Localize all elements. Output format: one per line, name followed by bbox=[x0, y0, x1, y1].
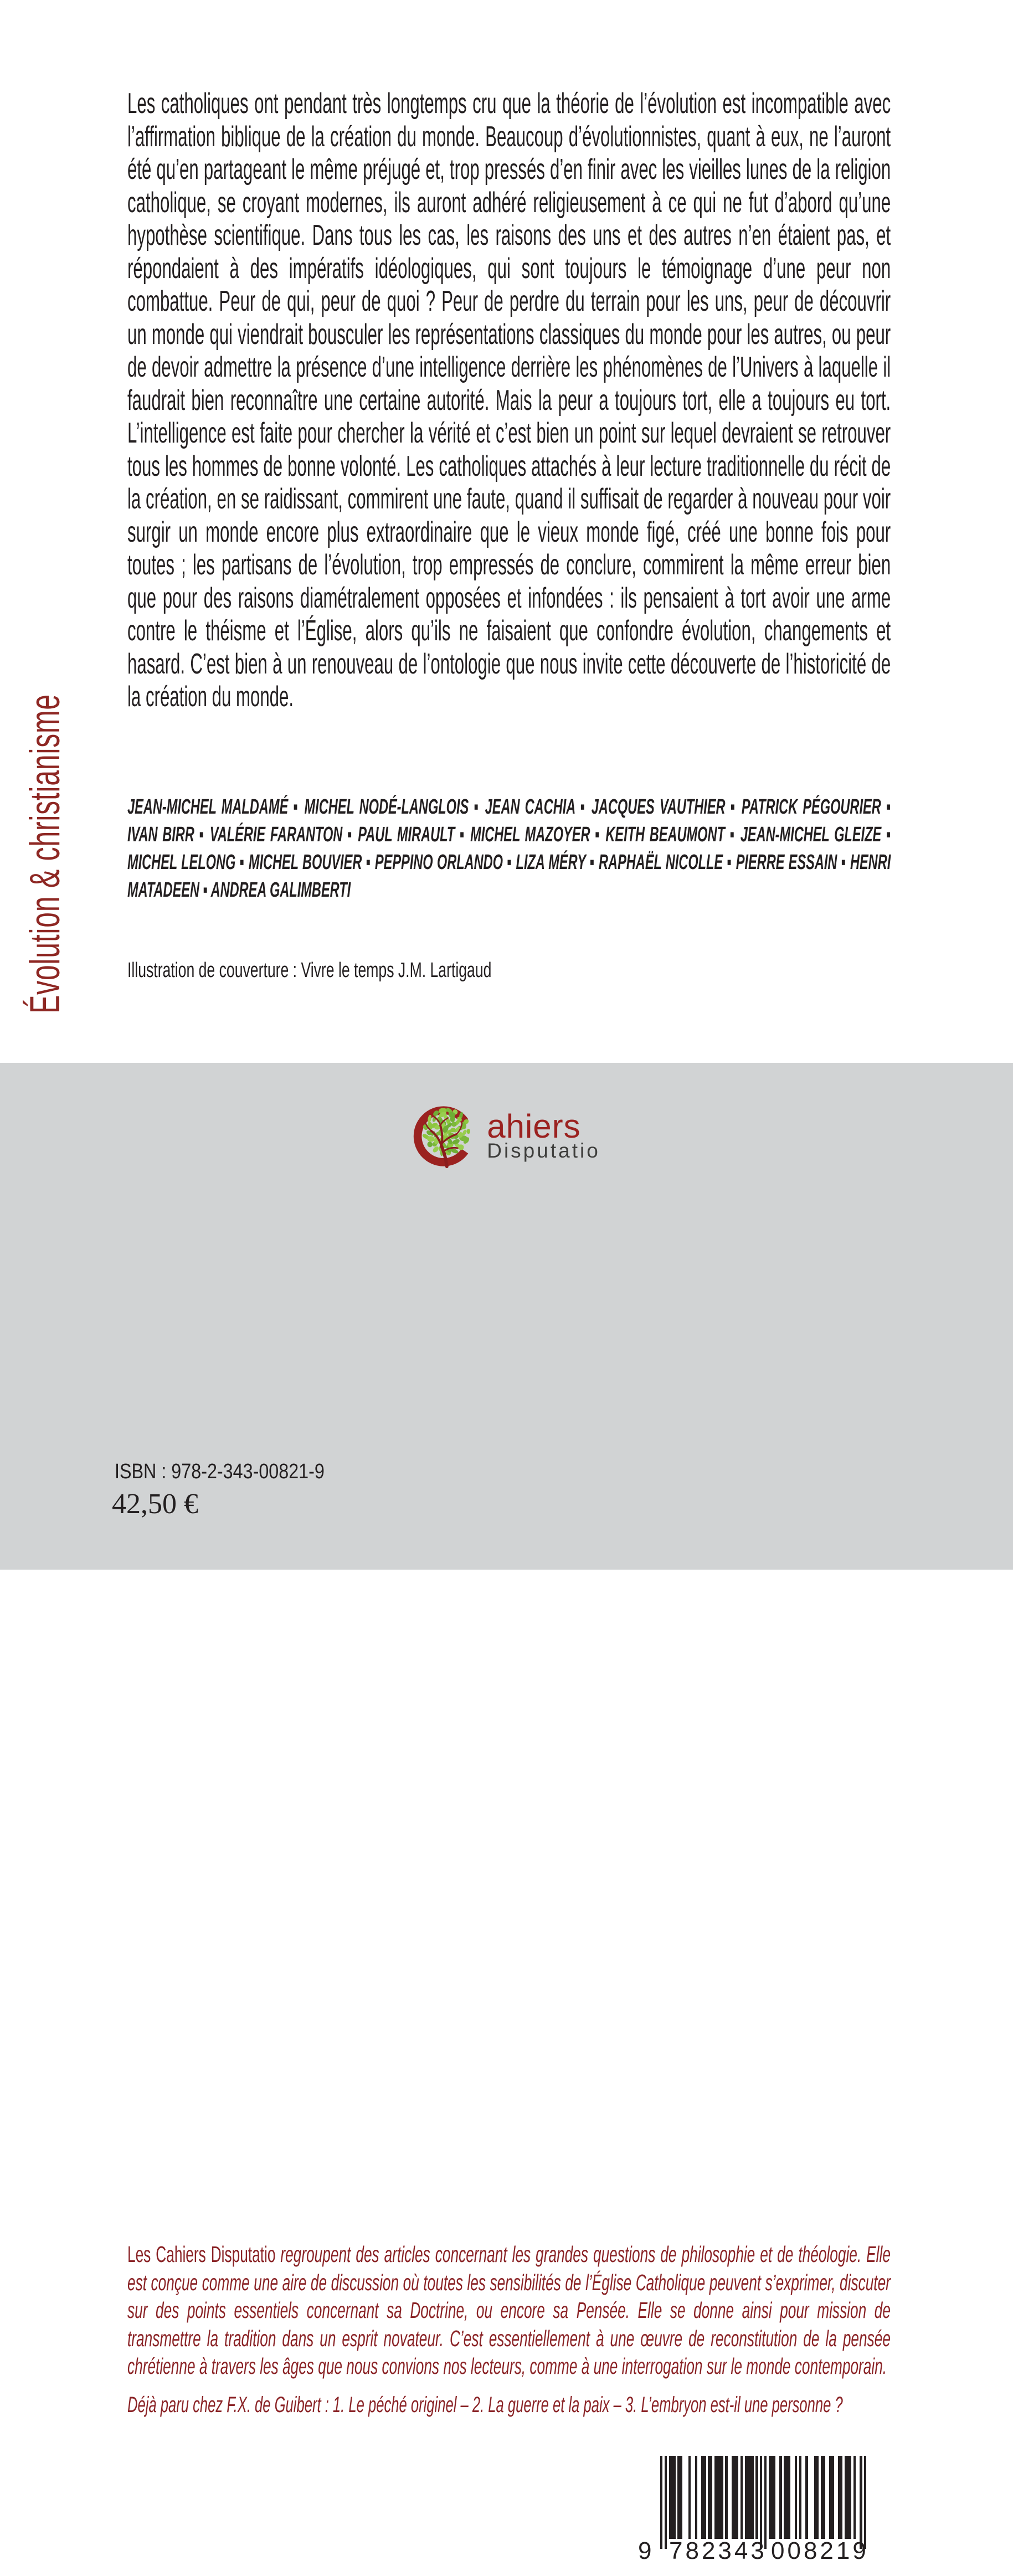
barcode-digits-left: 782343 bbox=[669, 2537, 767, 2564]
cahiers-disputatio-logo bbox=[413, 1103, 600, 1170]
logo-word-disputatio: Disputatio bbox=[487, 1139, 600, 1162]
cover-illustration-credit bbox=[127, 958, 891, 983]
collection-description bbox=[127, 2240, 891, 2380]
cover-illustration-credit-text: Illustration de couverture : Vivre le temps J.M. Lartigaud bbox=[127, 959, 492, 982]
logo-text bbox=[487, 1108, 600, 1162]
barcode-digits-right: 008219 bbox=[771, 2537, 869, 2564]
spine-title: Évolution & christianisme bbox=[22, 694, 69, 1014]
blurb-text: Les catholiques ont pendant très longtemps cru que la théorie de l’évolution est incompatible avec l’affirmation biblique de la création du monde. Beaucoup d’évolutionnistes, quant à eux, ne l’auront été qu’en partageant le même préjugé et, trop pressés d’en finir avec les vieilles lunes de la religion catholique, se croyant modernes, ils auront adhéré religieusement à ce qui ne fut d’abord qu’une hypothèse scientifique. Dans tous les cas, les raisons des uns et des autres n’en étaient pas, et répondaient à des impératifs idéologiques, qui sont toujours le témoignage d’une peur non combattue. Peur de qui, peur de quoi ? Peur de perdre du terrain pour les uns, peur de découvrir un monde qui viendrait bousculer les représentations classiques du monde pour les autres, ou peur de devoir admettre la présence d’une intelligence derrière les phénomènes de l’Univers à laquelle il faudrait bien reconnaître une certaine autorité. Mais la peur a toujours tort, elle a toujours eu tort. L’intelligence est faite pour chercher la vérité et c’est bien un point sur lequel devraient se retrouver tous les hommes de bonne volonté. Les catholiques attachés à leur lecture traditionnelle du récit de la création, en se raidissant, commirent une faute, quand il suffisait de regarder à nouveau pour voir surgir un monde encore plus extraordinaire que le vieux monde figé, créé une bonne fois pour toutes ; les partisans de l’évolution, trop empressés de conclure, commirent la même erreur bien que pour des raisons diamétralement opposées et infondées : ils pensaient à tort avoir une arme contre le théisme et l’Église, alors qu’ils ne faisaient que confondre évolution, changements et hasard. C’est bien à un renouveau de l’ontologie que nous invite cette découverte de l’historicité de la création du monde. bbox=[127, 88, 891, 713]
authors-list bbox=[127, 793, 891, 904]
barcode-digit-first: 9 bbox=[638, 2537, 652, 2564]
barcode-box bbox=[633, 2444, 884, 2576]
collection-name: Les Cahiers Disputatio bbox=[127, 2241, 276, 2267]
publisher-band bbox=[0, 1063, 1013, 2564]
previous-titles bbox=[127, 2392, 891, 2418]
isbn-text: ISBN : 978-2-343-00821-9 bbox=[115, 1460, 325, 1483]
barcode bbox=[638, 2456, 869, 2567]
back-cover-blurb bbox=[127, 88, 891, 714]
price-text: 42,50 € bbox=[112, 1488, 198, 1520]
logo-word-ahiers: ahiers bbox=[487, 1108, 581, 1145]
previous-titles-text: Déjà paru chez F.X. de Guibert : 1. Le péché originel – 2. La guerre et la paix – 3. L’embryon est-il une personne ? bbox=[127, 2393, 843, 2417]
collection-description-text: regroupent des articles concernant les grandes questions de philosophie et de théologie. Elle est conçue comme une aire de discussion où toutes les sensibilités de l’Église Catholique peuvent s’exprimer, discuter sur des points essentiels concernant sa Doctrine, ou encore sa Pensée. Elle se donne ainsi pour mission de transmettre la tradition dans un esprit novateur. C’est essentiellement à une œuvre de reconstitution de la pensée chrétienne à travers les âges que nous convions nos lecteurs, comme à une interrogation sur le monde contemporain. bbox=[127, 2241, 891, 2379]
authors-text: JEAN-MICHEL MALDAMÉ ▪ MICHEL NODÉ-LANGLOIS ▪ JEAN CACHIA ▪ JACQUES VAUTHIER ▪ PATRICK PÉGOURIER ▪ IVAN BIRR ▪ VALÉRIE FARANTON ▪ PAUL MIRAULT ▪ MICHEL MAZOYER ▪ KEITH BEAUMONT ▪ JEAN-MICHEL GLEIZE ▪ MICHEL LELONG ▪ MICHEL BOUVIER ▪ PEPPINO ORLANDO ▪ LIZA MÉRY ▪ RAPHAËL NICOLLE ▪ PIERRE ESSAIN ▪ HENRI MATADEEN ▪ ANDREA GALIMBERTI bbox=[127, 795, 891, 902]
tree-in-c-logo-icon bbox=[413, 1103, 484, 1170]
